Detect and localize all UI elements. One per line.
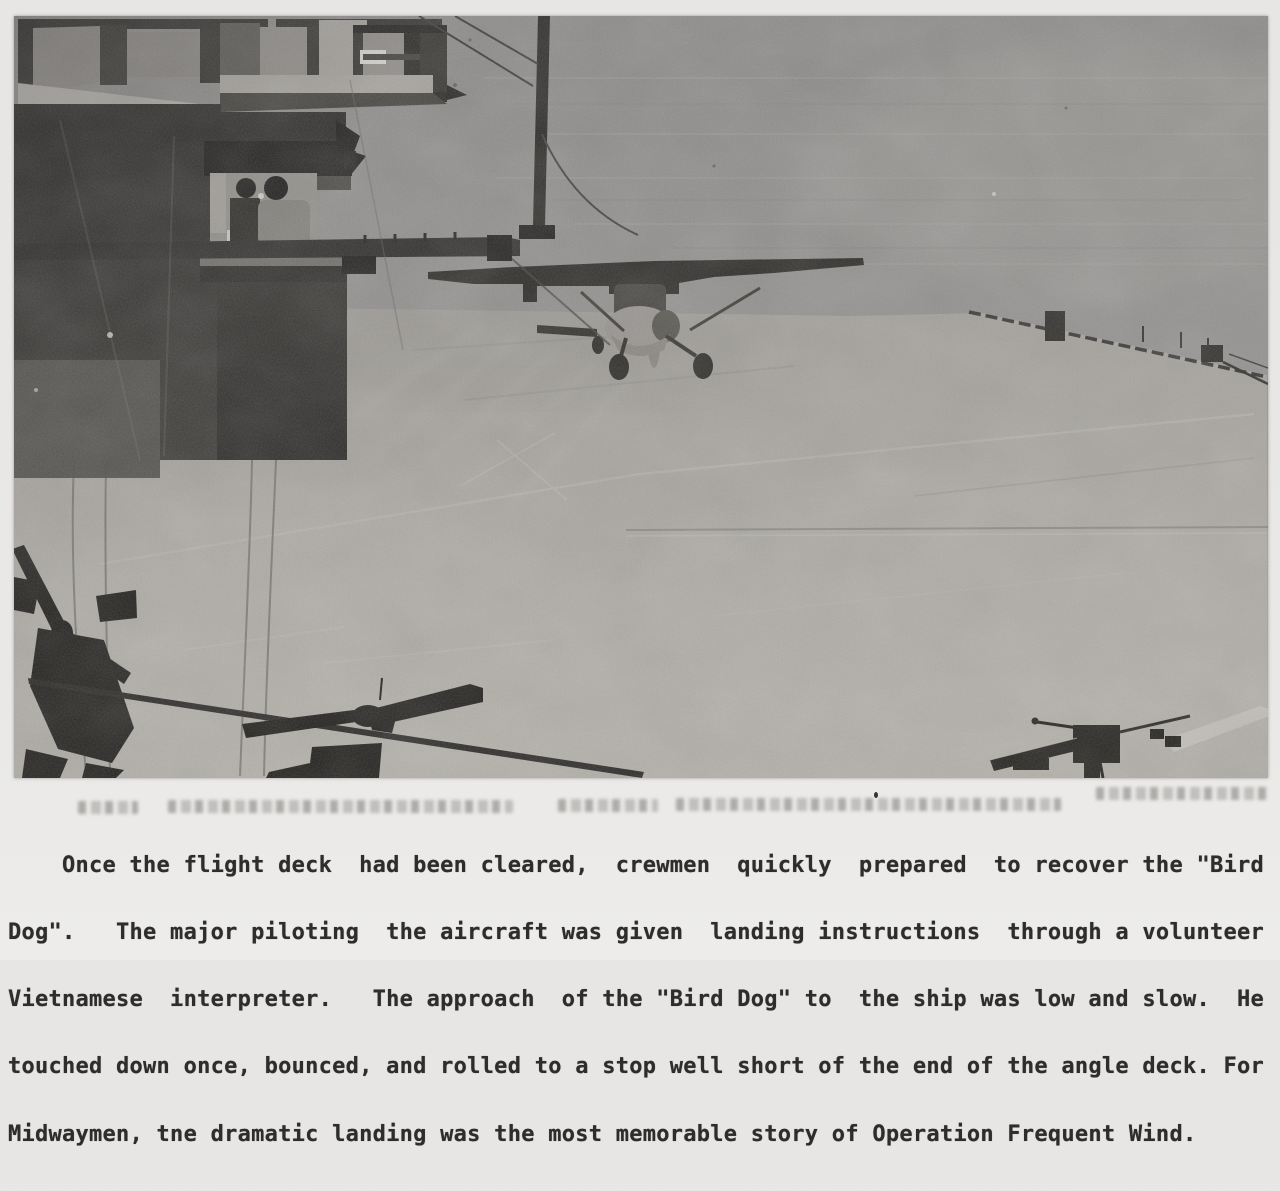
caption-line-5: Midwaymen, tne dramatic landing was the most memorable story of Operation Frequent Wind. bbox=[8, 1121, 1197, 1147]
caption bbox=[8, 810, 1276, 1191]
ink-speck bbox=[874, 792, 878, 798]
caption-line-4: touched down once, bounced, and rolled to a stop well short of the end of the angle deck. For bbox=[8, 1054, 1264, 1080]
photograph bbox=[14, 16, 1268, 778]
bleed-through-artifact bbox=[1096, 787, 1268, 800]
caption-line-3: Vietnamese interpreter. The approach of the "Bird Dog" to the ship was low and slow. He bbox=[8, 987, 1264, 1013]
caption-line-1: Once the flight deck had been cleared, crewmen quickly prepared to recover the "Bird bbox=[8, 852, 1264, 878]
photo-grain-fine bbox=[14, 16, 1268, 778]
caption-line-2: Dog". The major piloting the aircraft was given landing instructions through a volunteer bbox=[8, 920, 1264, 946]
